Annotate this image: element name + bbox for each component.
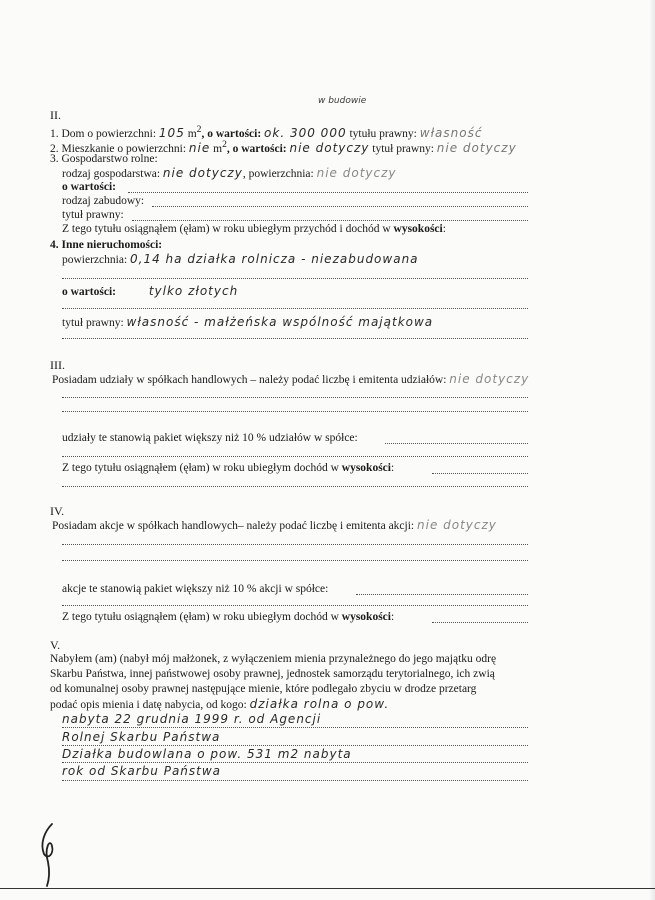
other-area-dots (62, 278, 528, 279)
acquired-dots-1 (62, 727, 528, 728)
handwritten-note: w budowie (318, 96, 367, 106)
farm-income-text: Z tego tytułu osiągnąłem (ęłam) w roku ubiegłym przychód i dochód w (62, 223, 394, 235)
house-value: ok. 300 000 (264, 125, 347, 140)
other-value-dots (62, 308, 528, 309)
house-title-value: własność (419, 125, 483, 140)
shares-dots-2 (62, 411, 528, 412)
section-2-heading: II. (50, 108, 61, 122)
shares-income-dots-2 (62, 486, 528, 487)
farm-income-bold: wysokości (393, 223, 443, 235)
other-area-value: 0,14 ha działka rolnicza - niezabudowana (130, 252, 419, 266)
acquired-hw-1: nabyta 22 grudnia 1999 r. od Agencji (62, 712, 322, 726)
other-title-label: tytuł prawny: (62, 317, 127, 329)
house-title-label: tytułu prawny: (346, 127, 420, 140)
stocks-packet-dots-2 (62, 605, 528, 606)
stocks-packet-line: akcje te stanowią pakiet większy niż 10 % akcji w spółce: (62, 583, 329, 595)
apartment-value: nie dotyczy (289, 140, 370, 155)
shares-income-dots (432, 473, 528, 474)
stocks-income-text: Z tego tytułu osiągnąłem (ęłam) w roku ubiegłym dochód w (62, 611, 342, 623)
farm-value-dots (128, 192, 528, 193)
other-title-dots (62, 338, 528, 339)
stocks-packet-dots (356, 594, 528, 595)
apartment-value-label: , o wartości: (226, 142, 290, 155)
farm-area-label: , powierzchnia: (242, 168, 317, 180)
farm-type-line (62, 167, 397, 181)
shares-packet-dots (385, 443, 528, 444)
house-value-label: , o wartości: (201, 127, 265, 140)
farm-income-line (62, 223, 446, 236)
other-title-value: własność - małżeńska wspólność majątkowa (126, 315, 434, 329)
stocks-income-dots (432, 622, 528, 623)
farm-value-label: o wartości: (62, 181, 116, 193)
other-value-line (62, 285, 238, 299)
stocks-income-colon: : (390, 611, 395, 623)
bottom-rule (0, 888, 655, 889)
shares-income-bold: wysokości (341, 462, 391, 474)
apartment-unit: m (210, 142, 223, 155)
apartment-title-label: tytuł prawny: (369, 142, 437, 155)
other-value-label: o wartości: (62, 286, 119, 298)
acquired-p4-value: działka rolna o pow. (249, 697, 390, 711)
acquired-dots-4 (62, 780, 528, 781)
acquired-p4 (50, 698, 389, 712)
stocks-income-line (62, 611, 394, 624)
stocks-income-bold: wysokości (341, 611, 391, 623)
scan-edge (649, 0, 655, 900)
acquired-hw-3: Działka budowlana o pow. 531 m2 nabyta (62, 747, 352, 761)
other-title-line (62, 316, 433, 330)
shares-line (52, 373, 529, 387)
stocks-value: nie dotyczy (417, 518, 497, 532)
stocks-line (52, 519, 497, 533)
section-5-heading: V. (50, 638, 61, 652)
shares-packet-dots-2 (62, 456, 528, 457)
shares-dots-1 (62, 397, 528, 398)
shares-income-text: Z tego tytułu osiągnąłem (ęłam) w roku ubiegłym dochód w (62, 462, 342, 474)
acquired-dots-2 (62, 745, 528, 746)
farm-type-value: nie dotyczy (162, 166, 243, 180)
farm-heading: 3. Gospodarstwo rolne: (50, 153, 158, 165)
other-value: tylko złotych (148, 284, 239, 298)
shares-income-line (62, 462, 394, 475)
other-area-line (62, 253, 419, 267)
acquired-p2: Skarbu Państwa, innej państwowej osoby prawnej, jednostek samorządu terytorialnego, ich zwią (50, 668, 495, 680)
farm-area-value: nie dotyczy (316, 166, 397, 180)
stocks-dots-1 (62, 544, 528, 545)
house-unit: m (184, 127, 197, 140)
other-area-label: powierzchnia: (62, 254, 131, 266)
shares-text: Posiadam udziały w spółkach handlowych – należy podać liczbę i emitenta udziałów: (52, 374, 450, 386)
signature-mark (30, 818, 70, 888)
shares-income-colon: : (390, 462, 395, 474)
acquired-hw-4: rok od Skarbu Państwa (62, 764, 222, 778)
section-4-heading: IV. (50, 504, 65, 518)
section-3-heading: III. (50, 358, 65, 372)
stocks-text: Posiadam akcje w spółkach handlowych– należy podać liczbę i emitenta akcji: (52, 520, 417, 532)
shares-packet-line: udziały te stanowią pakiet większy niż 10 % udziałów w spółce: (62, 432, 358, 444)
apartment-unit-sup: 2 (222, 139, 227, 150)
acquired-p1: Nabyłem (am) (nabył mój małżonek, z wyłączeniem mienia przynależnego do jego majątku odrę (50, 653, 497, 665)
house-area-value: 105 (158, 125, 185, 140)
farm-title-dots (132, 220, 528, 221)
shares-value: nie dotyczy (449, 372, 530, 386)
farm-building-dots (152, 206, 528, 207)
stocks-dots-2 (62, 560, 528, 561)
house-label: 1. Dom o powierzchni: (50, 127, 159, 140)
acquired-p3: od komunalnej osoby prawnej następujące mienie, które podlegało zbyciu w drodze przetarg (50, 683, 477, 695)
farm-title-label: tytuł prawny: (62, 209, 124, 221)
farm-income-colon: : (442, 223, 446, 235)
acquired-dots-3 (62, 762, 528, 763)
apartment-area-value: nie (188, 140, 211, 155)
apartment-title-value: nie dotyczy (436, 140, 517, 155)
house-unit-sup: 2 (196, 124, 202, 135)
apartment-label: 2. Mieszkanie o powierzchni: (50, 142, 189, 155)
acquired-hw-2: Rolnej Skarbu Państwa (62, 730, 221, 744)
other-property-heading: 4. Inne nieruchomości: (50, 239, 163, 251)
farm-type-label: rodzaj gospodarstwa: (62, 168, 163, 180)
farm-building-label: rodzaj zabudowy: (62, 195, 145, 207)
acquired-p4-label: podać opis mienia i datę nabycia, od kogo: (50, 699, 250, 711)
